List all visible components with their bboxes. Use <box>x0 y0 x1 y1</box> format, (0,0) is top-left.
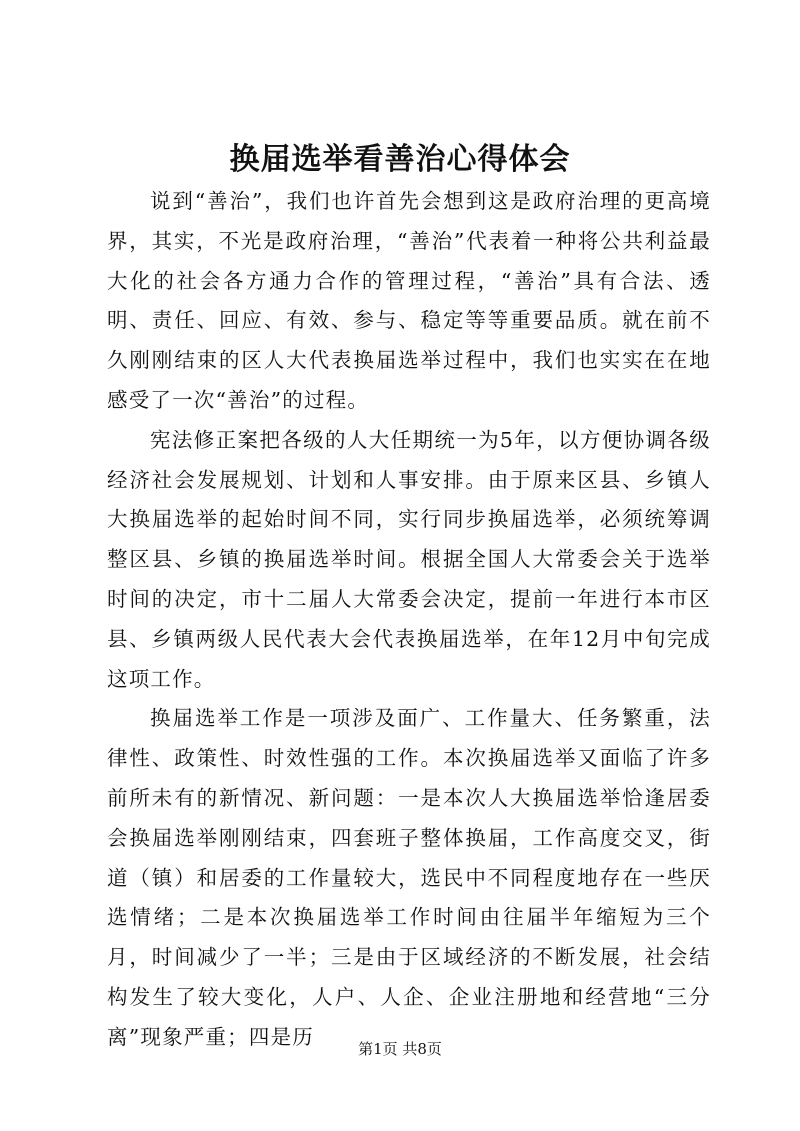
paragraph-1: 说到“善治”，我们也许首先会想到这是政府治理的更高境界，其实，不光是政府治理，“善治”代表着一种将公共利益最大化的社会各方通力合作的管理过程，“善治”具有合法、透明、责任、回应、有效、参与、稳定等等重要品质。就在前不久刚刚结束的区人大代表换届选举过程中，我们也实实在在地感受了一次“善治”的过程。 <box>107 189 711 412</box>
document-body <box>107 182 711 1058</box>
paragraph-2: 宪法修正案把各级的人大任期统一为5年，以方便协调各级经济社会发展规划、计划和人事安排。由于原来区县、乡镇人大换届选举的起始时间不同，实行同步换届选举，必须统筹调整区县、乡镇的换届选举时间。根据全国人大常委会关于选举时间的决定，市十二届人大常委会决定，提前一年进行本市区县、乡镇两级人民代表大会代表换届选举，在年12月中旬完成这项工作。 <box>107 427 711 691</box>
paragraph-3: 换届选举工作是一项涉及面广、工作量大、任务繁重，法律性、政策性、时效性强的工作。本次换届选举又面临了许多前所未有的新情况、新问题：一是本次人大换届选举恰逢居委会换届选举刚刚结束，四套班子整体换届，工作高度交叉，街道（镇）和居委的工作量较大，选民中不同程度地存在一些厌选情绪；二是本次换届选举工作时间由往届半年缩短为三个月，时间减少了一半；三是由于区域经济的不断发展，社会结构发生了较大变化，人户、人企、企业注册地和经营地“三分离”现象严重；四是历 <box>107 706 711 1049</box>
document-title: 换届选举看善治心得体会 <box>229 142 571 177</box>
page-number-footer: 第1页 共8页 <box>358 1040 442 1058</box>
